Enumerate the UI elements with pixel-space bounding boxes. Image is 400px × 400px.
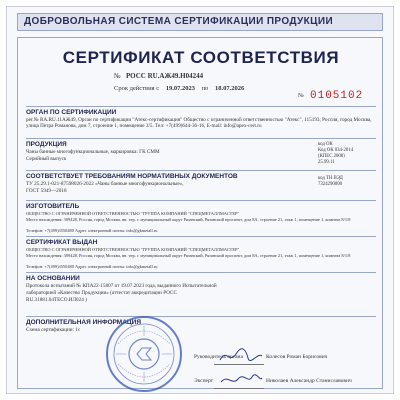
head-name: Колесов Роман Борисович [266, 354, 328, 360]
product-heading: ПРОДУКЦИЯ [26, 141, 67, 148]
requirements-text: ТУ 25.29.1-021-87598026-2022 «Чаны банные многофункциональные», [26, 181, 184, 187]
issued-heading: СЕРТИФИКАТ ВЫДАН [26, 239, 98, 246]
extra-heading: ДОПОЛНИТЕЛЬНАЯ ИНФОРМАЦИЯ [26, 319, 142, 326]
expert-name: Николаев Александр Станиславович [266, 378, 352, 384]
okpd-code-value-2: (КПЕС 2008) [318, 154, 345, 159]
okpd-code-box [318, 142, 378, 166]
tnved-code-label: код ТН ВЭД [318, 176, 343, 181]
seal-stamp [104, 314, 184, 394]
organ-heading: ОРГАН ПО СЕРТИФИКАЦИИ [26, 109, 117, 116]
certificate-sheet [6, 6, 394, 394]
issued-name: ОБЩЕСТВО С ОГРАНИЧЕННОЙ ОТВЕТСТВЕННОСТЬЮ "ГРУППА КОМПАНИЙ "СПЕЦМЕТАЛЛМАСТЕР" [26, 247, 240, 252]
validity-row [114, 85, 249, 92]
validity-from: 19.07.2023 [165, 85, 195, 92]
manufacturer-contacts: Телефон: +7(499)3550480 Адрес электронной почты: info@gkmetall.ru [26, 228, 158, 233]
basis-heading: НА ОСНОВАНИИ [26, 275, 80, 282]
expert-signature-label: Эксперт [194, 378, 214, 384]
divider [26, 272, 376, 273]
okpd-code-value: Код ОК 034-2014 [318, 148, 354, 153]
serial-prefix: № [298, 93, 304, 99]
extra-text: Схема сертификации: 1с [26, 327, 81, 333]
tnved-code-box [318, 176, 378, 188]
basis-text-2: лабораторией «Качество Продукции» (аттестат аккредитации РОСС [26, 290, 177, 296]
number-prefix: № [114, 72, 121, 80]
validity-label: Срок действия [114, 85, 155, 92]
okpd-code-value-3: 25.99.11 [318, 160, 335, 165]
requirements-gost: ГОСТ 5949—2018 [26, 188, 67, 194]
requirements-heading: СООТВЕТСТВУЕТ ТРЕБОВАНИЯМ НОРМАТИВНЫХ ДОКУМЕНТОВ [26, 173, 238, 180]
validity-to: 18.07.2026 [214, 85, 245, 92]
manufacturer-address: Место нахождения: 309428, Россия, город Москва, вн. тер. г. муниципальный округ Рязанский, Рязанский проспект, дом 8А, строение 21, этаж 1, помещение 1, комната 8/1/8 [26, 217, 351, 222]
divider [26, 200, 376, 201]
issued-contacts: Телефон: +7(499)3550480 Адрес электронной почты: info@gkmetall.ru [26, 264, 158, 269]
manufacturer-heading: ИЗГОТОВИТЕЛЬ [26, 203, 80, 210]
header-band [17, 13, 383, 31]
product-series: Серийный выпуск [26, 156, 67, 162]
head-signature [218, 346, 264, 366]
okpd-code-label: код ОК [318, 142, 333, 147]
divider [26, 138, 376, 139]
certificate-number: РОСС RU.АЖ49.Н04244 [125, 72, 204, 80]
issued-address: Место нахождения: 309428, Россия, город Москва, вн. тер. г. муниципальный округ Рязанский, Рязанский проспект, дом 8А, строение 21, этаж 1, помещение 1, комната 8/1/8 [26, 253, 351, 258]
certificate-number-row [114, 72, 203, 80]
organ-text: рег.№ RA.RU.11АЖ49, Орган по сертификации "Атекс-сертификация" Общество с ограниченной ответственностью "Атекс", 115193, Россия, город Москва, улица Петра Романова, дом 7, строение 1, помещение 3/5. Тел: +7(499)644-36-16, E-mail: info@apex-cert.ru [26, 117, 372, 130]
product-text: Чаны банные многофункциональные, маркировка: ГК СММ [26, 149, 160, 155]
system-header: ДОБРОВОЛЬНАЯ СИСТЕМА СЕРТИФИКАЦИИ ПРОДУКЦИИ [24, 16, 334, 27]
manufacturer-name: ОБЩЕСТВО С ОГРАНИЧЕННОЙ ОТВЕТСТВЕННОСТЬЮ "ГРУППА КОМПАНИЙ "СПЕЦМЕТАЛЛМАСТЕР" [26, 211, 240, 216]
expert-signature [218, 370, 264, 390]
basis-text: Протокола испытаний № КПА22-15807 от 19.07.2023 года, выданного Испытательной [26, 283, 217, 289]
divider [26, 236, 376, 237]
divider [26, 170, 376, 171]
basis-text-3: RU.31881.04ТЕСО.ИЛ024 ) [26, 297, 87, 303]
certificate-title: СЕРТИФИКАТ СООТВЕТСТВИЯ [62, 48, 340, 67]
head-signature-label: Руководитель органа [194, 354, 243, 360]
validity-from-prefix: с [156, 85, 160, 92]
certificate-frame [17, 37, 383, 389]
validity-to-prefix: по [201, 85, 209, 92]
tnved-code-value: 7324290000 [318, 182, 342, 187]
divider [26, 316, 376, 317]
divider [26, 106, 376, 107]
blank-serial-number: 0105102 [310, 90, 364, 102]
